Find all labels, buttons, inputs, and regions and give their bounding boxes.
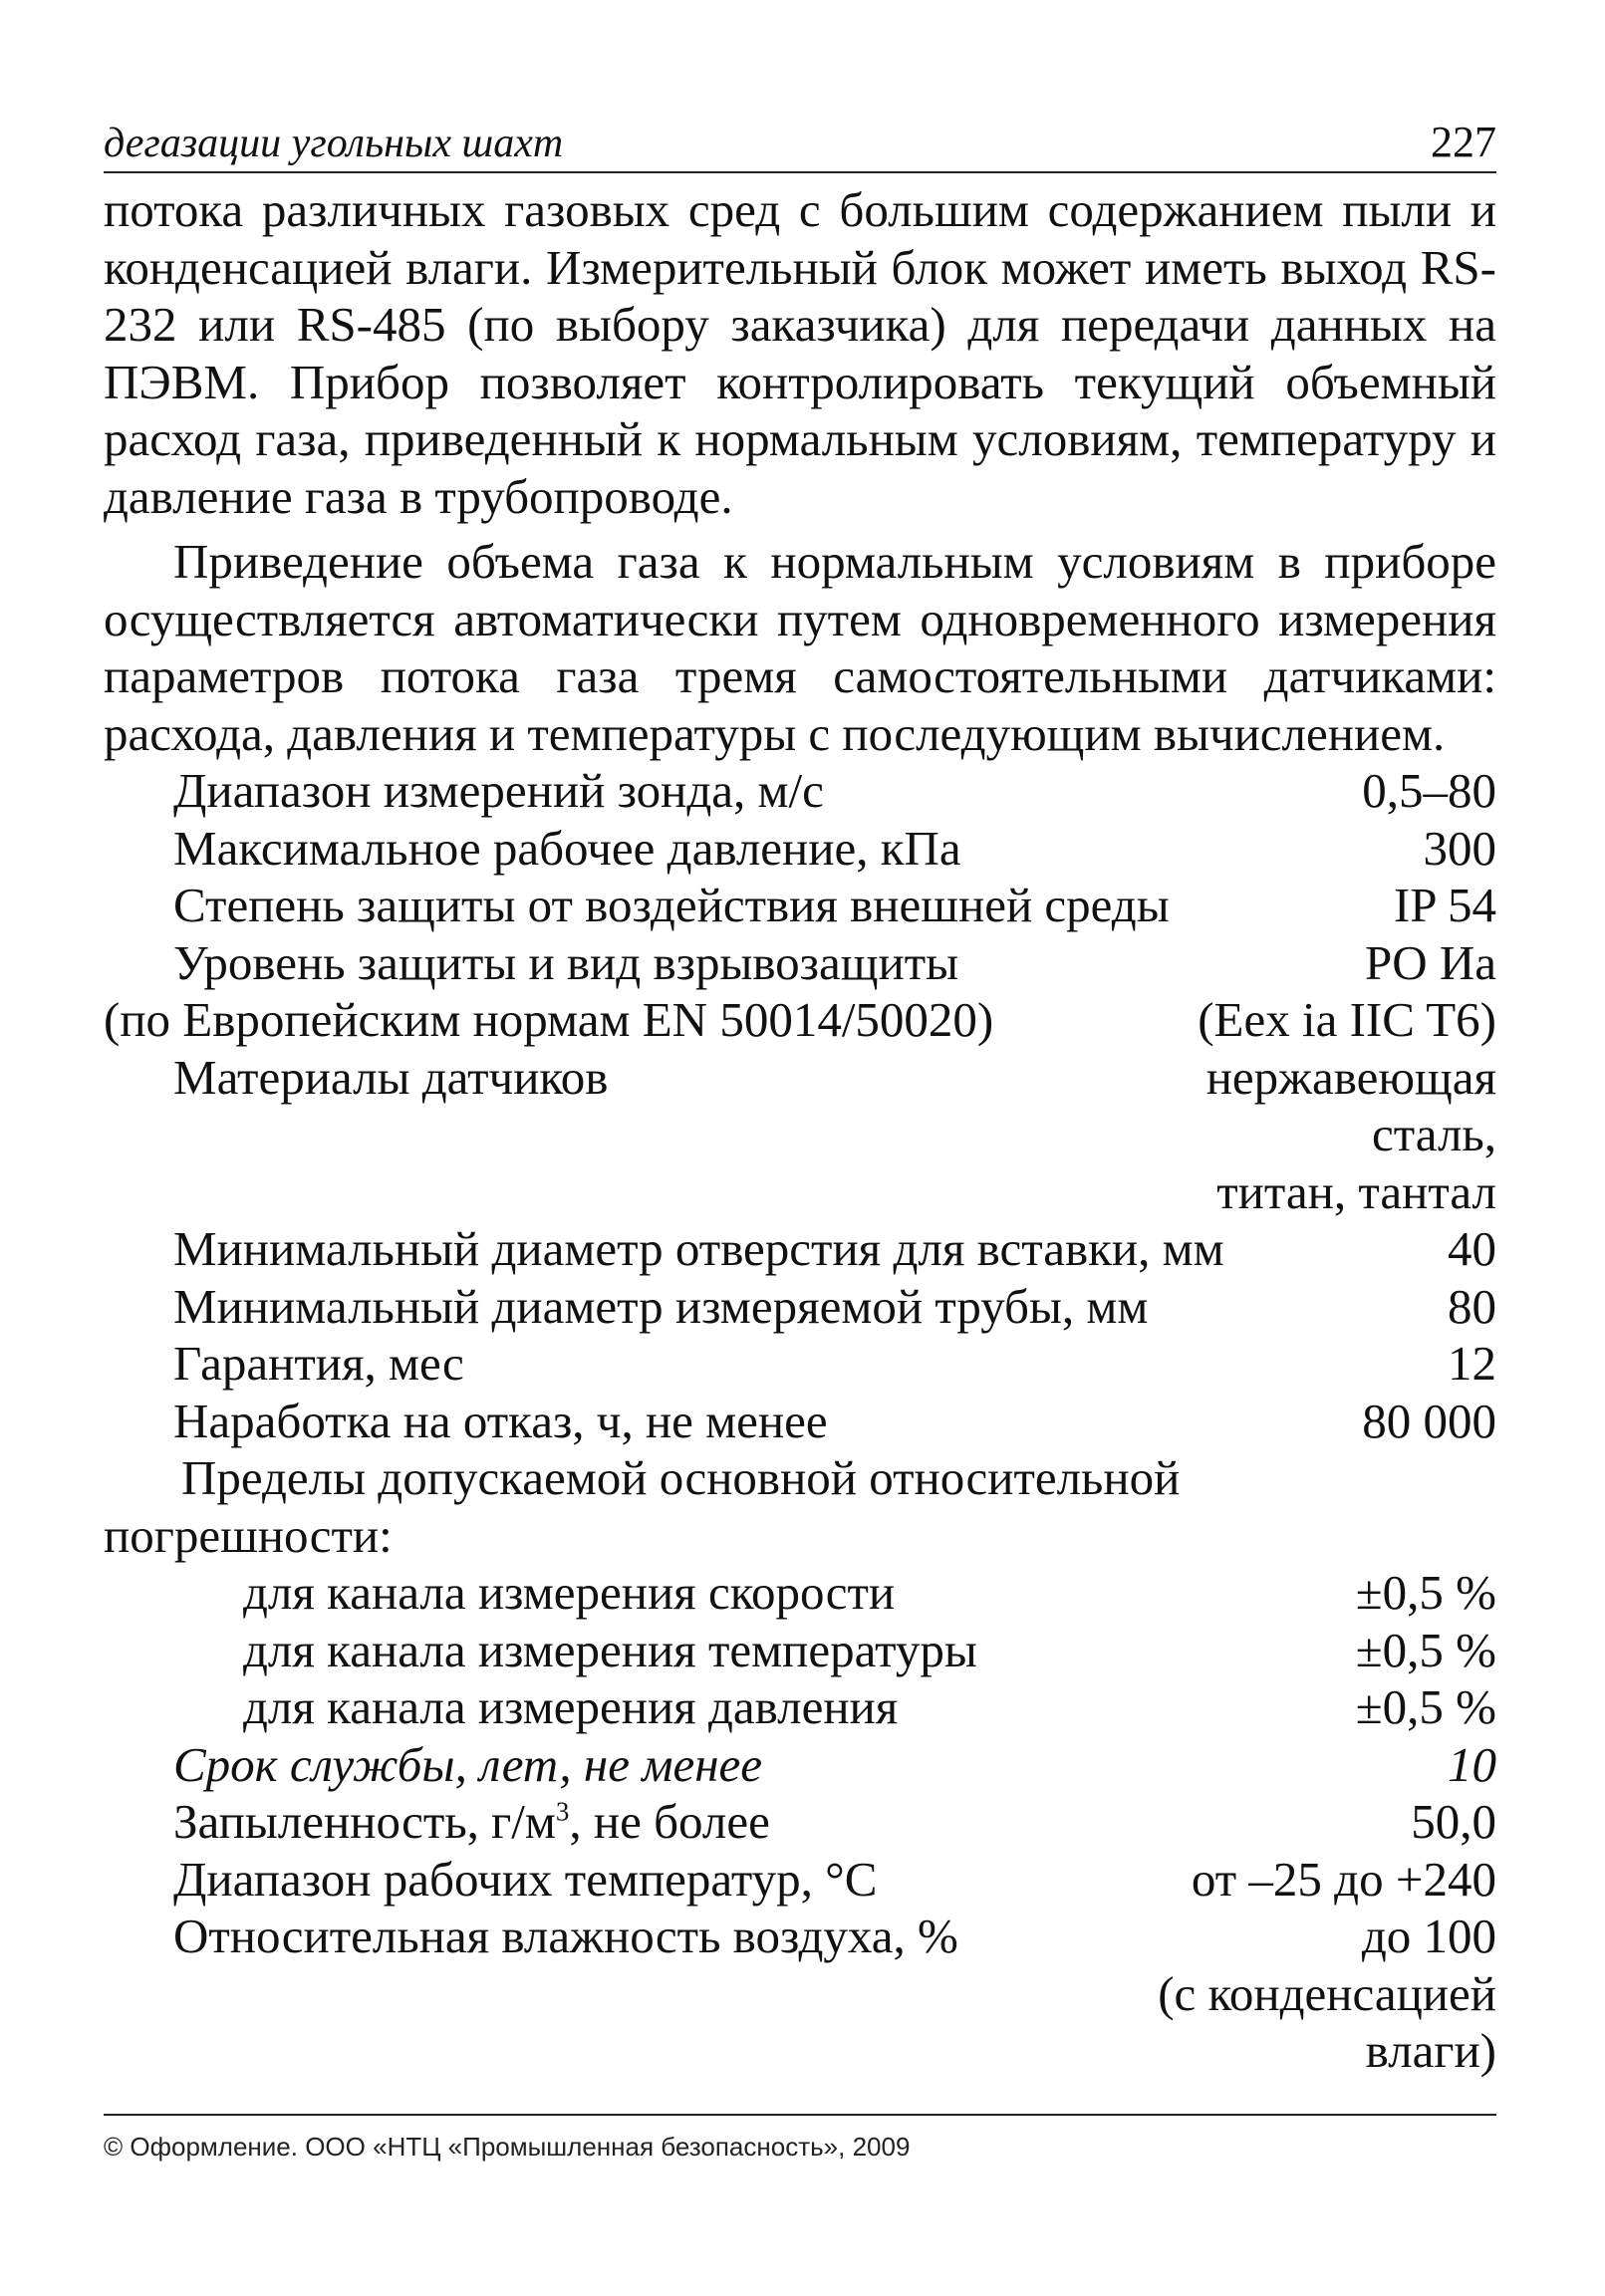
paragraph-1: потока различных газовых сред с большим содержанием пыли и конденсацией влаги. Измерительный блок может иметь выход RS-232 или RS-485 (по выбору заказчика) для передачи данных на ПЭВМ. Прибор позволяет контролировать текущий объемный расход газа, приведенный к нормальным условиям, температуру и давление газа в трубопроводе. <box>104 182 1496 524</box>
spec-value: 0,5–80 <box>1362 763 1496 818</box>
running-header <box>104 112 1496 173</box>
superscript: 3 <box>555 1796 570 1827</box>
spec-label: для канала измерения температуры <box>243 1622 977 1677</box>
spec-row <box>104 877 1496 934</box>
spec-value: PO Иа <box>1364 934 1496 990</box>
spec-label-text: Запыленность, г/м <box>173 1794 556 1849</box>
spec-value: 10 <box>1448 1736 1496 1792</box>
spec-row <box>104 1278 1496 1336</box>
spec-value-line: нержавеющая <box>1205 1049 1496 1105</box>
copyright-footer: © Оформление. ООО «НТЦ «Промышленная безопасность», 2009 <box>104 2132 911 2162</box>
spec-row <box>104 1736 1496 1794</box>
paragraph-2: Приведение объема газа к нормальным условиям в приборе осуществляется автоматически путем одновременного измерения параметров потока газа тремя самостоятельными датчиками: расхода, давления и температуры с последующим вычислением. <box>104 534 1496 761</box>
spec-label: Максимальное рабочее давление, кПа <box>173 820 961 876</box>
spec-row <box>104 1793 1496 1851</box>
spec-value: 300 <box>1423 820 1496 876</box>
spec-label-text: , не более <box>569 1794 770 1849</box>
spec-value: 80 <box>1448 1278 1496 1334</box>
spec-value-line: (с конденсацией <box>1158 1965 1496 2021</box>
spec-label: Диапазон рабочих температур, °C <box>173 1851 878 1907</box>
spec-label: Гарантия, мес <box>173 1336 464 1391</box>
spec-value-line: титан, тантал <box>1216 1163 1496 1219</box>
spec-label: Минимальный диаметр измеряемой трубы, мм <box>173 1278 1149 1334</box>
spec-value-line: сталь, <box>1372 1107 1496 1161</box>
spec-label: Степень защиты от воздействия внешней среды <box>173 878 1170 932</box>
spec-row <box>104 1908 1496 2080</box>
spec-label: для канала измерения скорости <box>243 1565 896 1620</box>
spec-row <box>104 820 1496 878</box>
header-title: дегазации угольных шахт <box>104 121 564 166</box>
error-limits-intro: Пределы допускаемой основной относительной <box>181 1450 1181 1505</box>
page-body <box>104 181 1496 2080</box>
spec-row <box>104 1564 1496 1622</box>
spec-value <box>1158 1908 1496 2080</box>
spec-value: 12 <box>1448 1336 1496 1391</box>
spec-row <box>104 762 1496 820</box>
spec-label: Относительная влажность воздуха, % <box>173 1909 958 1963</box>
spec-row <box>104 1393 1496 1450</box>
spec-value-line: влаги) <box>1365 2023 1496 2078</box>
spec-value: ±0,5 % <box>1355 1622 1496 1677</box>
spec-label: Наработка на отказ, ч, не менее <box>173 1393 828 1448</box>
footer-divider <box>104 2114 1496 2116</box>
spec-value: (Eex ia IIC T6) <box>1198 992 1496 1047</box>
spec-value: 40 <box>1448 1221 1496 1276</box>
spec-row <box>104 1622 1496 1679</box>
spec-row <box>104 991 1496 1049</box>
spec-value <box>1206 1049 1496 1221</box>
spec-value: IP 54 <box>1393 878 1496 932</box>
spec-label: Уровень защиты и вид взрывозащиты <box>173 934 959 990</box>
spec-row <box>104 934 1496 992</box>
spec-row <box>104 1335 1496 1393</box>
error-limits-intro-continued: погрешности: <box>104 1507 393 1563</box>
spec-value: ±0,5 % <box>1355 1565 1496 1620</box>
spec-label: Минимальный диаметр отверстия для вставки, мм <box>173 1221 1224 1276</box>
spec-value-line: до 100 <box>1361 1909 1496 1963</box>
spec-value: от –25 до +240 <box>1191 1851 1496 1907</box>
spec-value: 50,0 <box>1411 1794 1496 1849</box>
spec-label: для канала измерения давления <box>243 1679 899 1734</box>
spec-value: 80 000 <box>1362 1393 1496 1448</box>
page-number: 227 <box>1431 118 1496 166</box>
spec-row <box>104 1220 1496 1278</box>
spec-label <box>104 1793 770 1851</box>
spec-row <box>104 1678 1496 1736</box>
spec-label: Материалы датчиков <box>173 1049 609 1105</box>
spec-label: Срок службы, лет, не менее <box>173 1736 763 1792</box>
spec-label: Диапазон измерений зонда, м/с <box>173 763 824 818</box>
spec-label: (по Европейским нормам EN 50014/50020) <box>104 992 994 1047</box>
spec-row <box>104 1049 1496 1221</box>
spec-row <box>104 1851 1496 1909</box>
spec-value: ±0,5 % <box>1355 1679 1496 1734</box>
